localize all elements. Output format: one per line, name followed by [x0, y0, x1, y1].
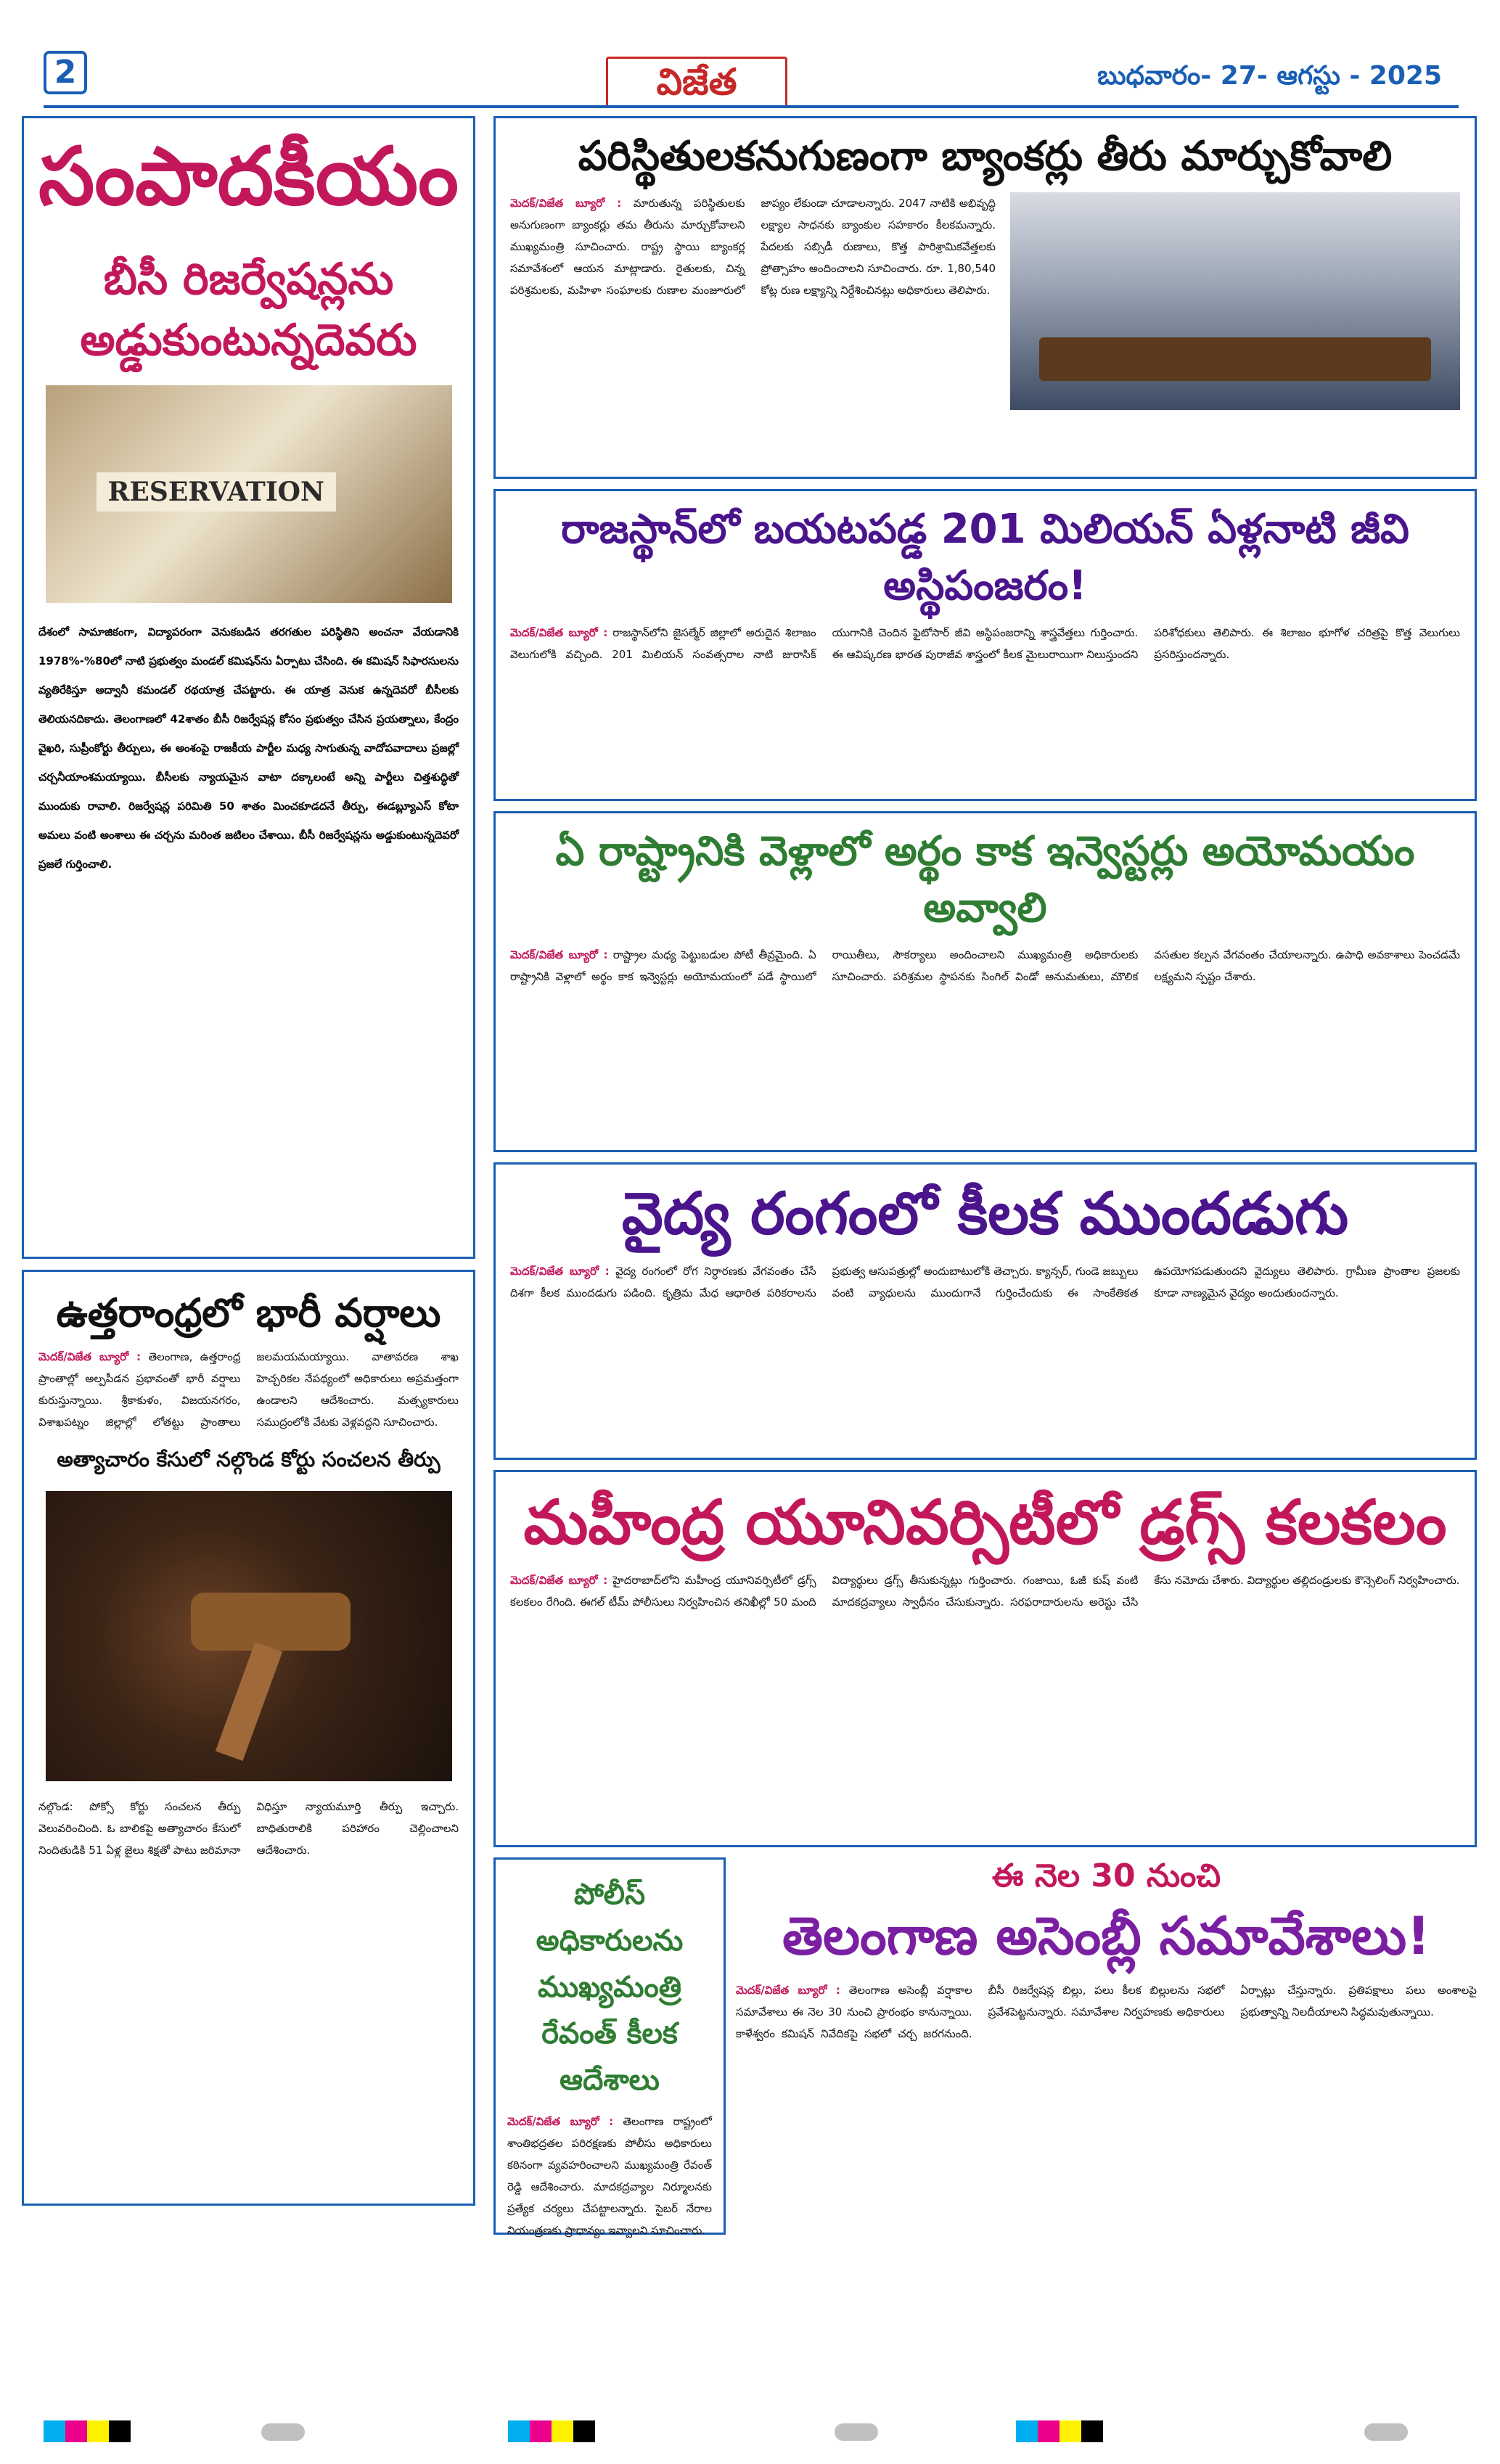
cyan-swatch	[44, 2420, 65, 2442]
right-column	[493, 116, 1477, 2235]
drugs-body	[510, 1569, 1460, 1613]
black-swatch	[109, 2420, 131, 2442]
yellow-swatch	[1060, 2420, 1081, 2442]
assembly-kicker: ఈ నెల 30 నుంచి	[991, 1857, 1221, 1894]
assembly-row	[493, 1857, 1477, 2235]
bankers-body	[510, 192, 996, 301]
masthead	[0, 0, 1500, 103]
fossil-dateline: మెదక్/విజేత బ్యూరో :	[510, 626, 608, 639]
police-text: తెలంగాణ రాష్ట్రంలో శాంతిభద్రతల పరిరక్షణకు పోలీసు అధికారులు కఠినంగా వ్యవహరించాలని ముఖ్యమంత్రి రేవంత్ రెడ్డి ఆదేశించారు. మాదకద్రవ్యాల నిర్మూలనకు ప్రత్యేక చర్యలు చేపట్టాలన్నారు. సైబర్ నేరాల నియంత్రణకు ప్రాధాన్యం ఇవ్వాలని సూచించారు.	[507, 2115, 712, 2237]
drugs-text: హైదరాబాద్‌లోని మహీంద్ర యూనివర్సిటీలో డ్రగ్స్ కలకలం రేగింది. ఈగల్ టీమ్ పోలీసులు నిర్వహించిన తనిఖీల్లో 50 మంది విద్యార్థులు డ్రగ్స్ తీసుకున్నట్లు గుర్తించారు. గంజాయి, ఓజీ కుష్ వంటి మాదకద్రవ్యాలు స్వాధీనం చేసుకున్నారు. సరఫరాదారులను అరెస్టు చేసి కేసు నమోదు చేశారు. విద్యార్థుల తల్లిదండ్రులకు కౌన్సెలింగ్ నిర్వహించారు.	[510, 1574, 1460, 1609]
investors-dateline: మెదక్/విజేత బ్యూరో :	[510, 948, 608, 961]
medical-headline: వైద్య రంగంలో కీలక ముందడుగు	[621, 1180, 1349, 1247]
police-dateline: మెదక్/విజేత బ్యూరో :	[507, 2115, 614, 2128]
assembly-text: తెలంగాణ అసెంబ్లీ వర్షాకాల సమావేశాలు ఈ నెల 30 నుంచి ప్రారంభం కానున్నాయి. కాళేశ్వరం కమిషన్ నివేదికపై సభలో చర్చ జరగనుంది. బీసీ రిజర్వేషన్ల బిల్లు, పలు కీలక బిల్లులను సభలో ప్రవేశపెట్టనున్నారు. సమావేశాల నిర్వహణకు అధికారులు ఏర్పాట్లు చేస్తున్నారు. ప్రతిపక్షాలు పలు అంశాలపై ప్రభుత్వాన్ని నిలదీయాలని సిద్ధమవుతున్నాయి.	[736, 1984, 1477, 2040]
color-registration-bar-center	[508, 2420, 595, 2442]
cyan-swatch	[508, 2420, 530, 2442]
drugs-article	[493, 1470, 1477, 1847]
reservation-photo	[46, 385, 452, 603]
yellow-swatch	[552, 2420, 573, 2442]
editorial-section-title: సంపాదకీయం	[38, 130, 459, 223]
bankers-headline: పరిస్థితులకనుగుణంగా బ్యాంకర్లు తీరు మార్చుకోవాలి	[578, 133, 1393, 180]
fossil-text: రాజస్థాన్‌లోని జైసల్మేర్ జిల్లాలో అరుదైన శిలాజం వెలుగులోకి వచ్చింది. 201 మిలియన్ సంవత్సరాల నాటి జురాసిక్ యుగానికి చెందిన ఫైటోసార్ జీవి అస్థిపంజరాన్ని శాస్త్రవేత్తలు గుర్తించారు. ఈ ఆవిష్కరణ భారత పురాజీవ శాస్త్రంలో కీలక మైలురాయిగా నిలుస్తుందని పరిశోధకులు తెలిపారు. ఈ శిలాజం భూగోళ చరిత్రపై కొత్త వెలుగులు ప్రసరిస్తుందన్నారు.	[510, 626, 1460, 661]
magenta-swatch	[530, 2420, 552, 2442]
meeting-table-shape	[1039, 337, 1431, 381]
fossil-article	[493, 489, 1477, 801]
drugs-dateline: మెదక్/విజేత బ్యూరో :	[510, 1574, 608, 1587]
gavel-photo	[46, 1491, 452, 1781]
registration-mark	[1364, 2423, 1408, 2441]
police-body	[507, 2111, 712, 2241]
cm-meeting-photo	[1010, 192, 1460, 410]
registration-mark	[261, 2423, 305, 2441]
police-article	[493, 1857, 726, 2235]
black-swatch	[573, 2420, 595, 2442]
rains-text: తెలంగాణ, ఉత్తరాంధ్ర ప్రాంతాల్లో అల్పపీడన ప్రభావంతో భారీ వర్షాలు కురుస్తున్నాయి. శ్రీకాకుళం, విజయనగరం, విశాఖపట్నం జిల్లాల్లో లోతట్టు ప్రాంతాలు జలమయమయ్యాయి. వాతావరణ శాఖ హెచ్చరికల నేపథ్యంలో అధికారులు అప్రమత్తంగా ఉండాలని ఆదేశించారు. మత్స్యకారులు సముద్రంలోకి వేటకు వెళ్లవద్దని సూచించారు.	[38, 1350, 459, 1429]
editorial-body: దేశంలో సామాజికంగా, విద్యాపరంగా వెనుకబడిన తరగతుల పరిస్థితిని అంచనా వేయడానికి 1978%-%80లో నాటి ప్రభుత్వం మండల్ కమిషన్‌ను ఏర్పాటు చేసింది. ఈ కమిషన్ సిఫారసులను వ్యతిరేకిస్తూ అద్వానీ కమండల్ రథయాత్ర చేపట్టారు. ఈ యాత్ర వెనుక ఉన్నదెవరో బీసీలకు తెలియనదికాదు. తెలంగాణలో 42శాతం బీసీ రిజర్వేషన్ల కోసం ప్రభుత్వం చేసిన ప్రయత్నాలు, కేంద్రం వైఖరి, సుప్రీంకోర్టు తీర్పులు, ఈ అంశంపై రాజకీయ పార్టీల మధ్య సాగుతున్న వాదోపవాదాలు ప్రజల్లో చర్చనీయాంశమయ్యాయి. బీసీలకు న్యాయమైన వాటా దక్కాలంటే అన్ని పార్టీలు చిత్తశుద్ధితో ముందుకు రావాలి. రిజర్వేషన్ల పరిమితి 50 శాతం మించకూడదనే తీర్పు, ఈడబ్ల్యూఎస్ కోటా అమలు వంటి అంశాలు ఈ చర్చను మరింత జటిలం చేశాయి. బీసీ రిజర్వేషన్లను అడ్డుకుంటున్నదెవరో ప్రజలే గుర్తించాలి.	[38, 625, 459, 871]
medical-body	[510, 1260, 1460, 1304]
police-headline: పోలీస్ అధికారులను ముఖ్యమంత్రి రేవంత్ కీలక ఆదేశాలు	[536, 1878, 684, 2097]
editorial-article	[22, 116, 475, 1259]
investors-article	[493, 811, 1477, 1152]
medical-article	[493, 1162, 1477, 1460]
reservation-sign-text: RESERVATION	[97, 472, 336, 512]
issue-date: బుధవారం- 27- ఆగస్టు - 2025	[1097, 61, 1442, 91]
bankers-dateline: మెదక్/విజేత బ్యూరో :	[510, 197, 622, 210]
assembly-headline: తెలంగాణ అసెంబ్లీ సమావేశాలు!	[782, 1905, 1430, 1966]
investors-body	[510, 944, 1460, 987]
magenta-swatch	[65, 2420, 87, 2442]
color-registration-bar-left	[44, 2420, 131, 2442]
cyan-swatch	[1016, 2420, 1038, 2442]
assembly-body	[736, 1979, 1477, 2045]
investors-headline: ఏ రాష్ట్రానికి వెళ్లాలో అర్థం కాక ఇన్వెస్టర్లు అయోమయం అవ్వాలి	[555, 828, 1415, 932]
medical-dateline: మెదక్/విజేత బ్యూరో :	[510, 1265, 610, 1278]
header-rule	[44, 105, 1459, 108]
left-column	[22, 116, 475, 2206]
gavel-head-shape	[191, 1593, 351, 1651]
gavel-handle-shape	[215, 1642, 282, 1761]
magenta-swatch	[1038, 2420, 1060, 2442]
page-number: 2	[44, 51, 87, 94]
fossil-headline: రాజస్థాన్‌లో బయటపడ్డ 201 మిలియన్ ఏళ్లనాటి జీవి అస్థిపంజరం!	[561, 506, 1409, 609]
medical-text: వైద్య రంగంలో రోగ నిర్ధారణకు వేగవంతం చేసే దిశగా కీలక ముందడుగు పడింది. కృత్రిమ మేధ ఆధారిత పరికరాలను ప్రభుత్వ ఆసుపత్రుల్లో అందుబాటులోకి తెచ్చారు. క్యాన్సర్, గుండె జబ్బులు వంటి వ్యాధులను ముందుగానే గుర్తించేందుకు ఈ సాంకేతికత ఉపయోగపడుతుందని వైద్యులు తెలిపారు. గ్రామీణ ప్రాంతాల ప్రజలకు కూడా నాణ్యమైన వైద్యం అందుతుందన్నారు.	[510, 1265, 1460, 1299]
investors-text: రాష్ట్రాల మధ్య పెట్టుబడుల పోటీ తీవ్రమైంది. ఏ రాష్ట్రానికి వెళ్లాలో అర్థం కాక ఇన్వెస్టర్లు అయోమయంలో పడే స్థాయిలో రాయితీలు, సౌకర్యాలు అందించాలని ముఖ్యమంత్రి అధికారులకు సూచించారు. పరిశ్రమల స్థాపనకు సింగిల్ విండో అనుమతులు, మౌలిక వసతుల కల్పన వేగవంతం చేయాలన్నారు. ఉపాధి అవకాశాలు పెంచడమే లక్ష్యమని స్పష్టం చేశారు.	[510, 948, 1460, 983]
assembly-dateline: మెదక్/విజేత బ్యూరో :	[736, 1984, 840, 1997]
rains-dateline: మెదక్/విజేత బ్యూరో :	[38, 1350, 142, 1363]
rains-article	[22, 1270, 475, 2206]
color-registration-bar-right	[1016, 2420, 1103, 2442]
drugs-headline: మహీంద్ర యూనివర్సిటీలో డ్రగ్స్ కలకలం	[523, 1487, 1447, 1558]
rains-body	[38, 1346, 459, 1433]
rains-headline: ఉత్తరాంధ్రలో భారీ వర్షాలు	[56, 1290, 441, 1336]
court-headline: అత్యాచారం కేసులో నల్గొండ కోర్టు సంచలన తీర్పు	[57, 1447, 440, 1471]
yellow-swatch	[87, 2420, 109, 2442]
fossil-body	[510, 622, 1460, 665]
newspaper-logo: విజేత	[606, 57, 787, 107]
bankers-text: మారుతున్న పరిస్థితులకు అనుగుణంగా బ్యాంకర్లు తమ తీరును మార్చుకోవాలని ముఖ్యమంత్రి సూచించారు. రాష్ట్ర స్థాయి బ్యాంకర్ల సమావేశంలో ఆయన మాట్లాడారు. రైతులకు, చిన్న పరిశ్రమలకు, మహిళా సంఘాలకు రుణాల మంజూరులో జాప్యం లేకుండా చూడాలన్నారు. 2047 నాటికి అభివృద్ధి లక్ష్యాల సాధనకు బ్యాంకుల సహకారం కీలకమన్నారు. పేదలకు సబ్సిడీ రుణాలు, కొత్త పారిశ్రామికవేత్తలకు ప్రోత్సాహం అందించాలని సూచించారు. రూ. 1,80,540 కోట్ల రుణ లక్ష్యాన్ని నిర్దేశించినట్లు అధికారులు తెలిపారు.	[510, 197, 996, 297]
editorial-headline: బీసీ రిజర్వేషన్లను అడ్డుకుంటున్నదెవరు	[80, 254, 417, 366]
registration-mark	[835, 2423, 878, 2441]
black-swatch	[1081, 2420, 1103, 2442]
assembly-article	[736, 1857, 1477, 2235]
court-body: నల్గొండ: పోక్సో కోర్టు సంచలన తీర్పు వెలువరించింది. ఓ బాలికపై అత్యాచారం కేసులో నిందితుడికి 51 ఏళ్ల జైలు శిక్షతో పాటు జరిమానా విధిస్తూ న్యాయమూర్తి తీర్పు ఇచ్చారు. బాధితురాలికి పరిహారం చెల్లించాలని ఆదేశించారు.	[38, 1800, 459, 1857]
bankers-article	[493, 116, 1477, 479]
